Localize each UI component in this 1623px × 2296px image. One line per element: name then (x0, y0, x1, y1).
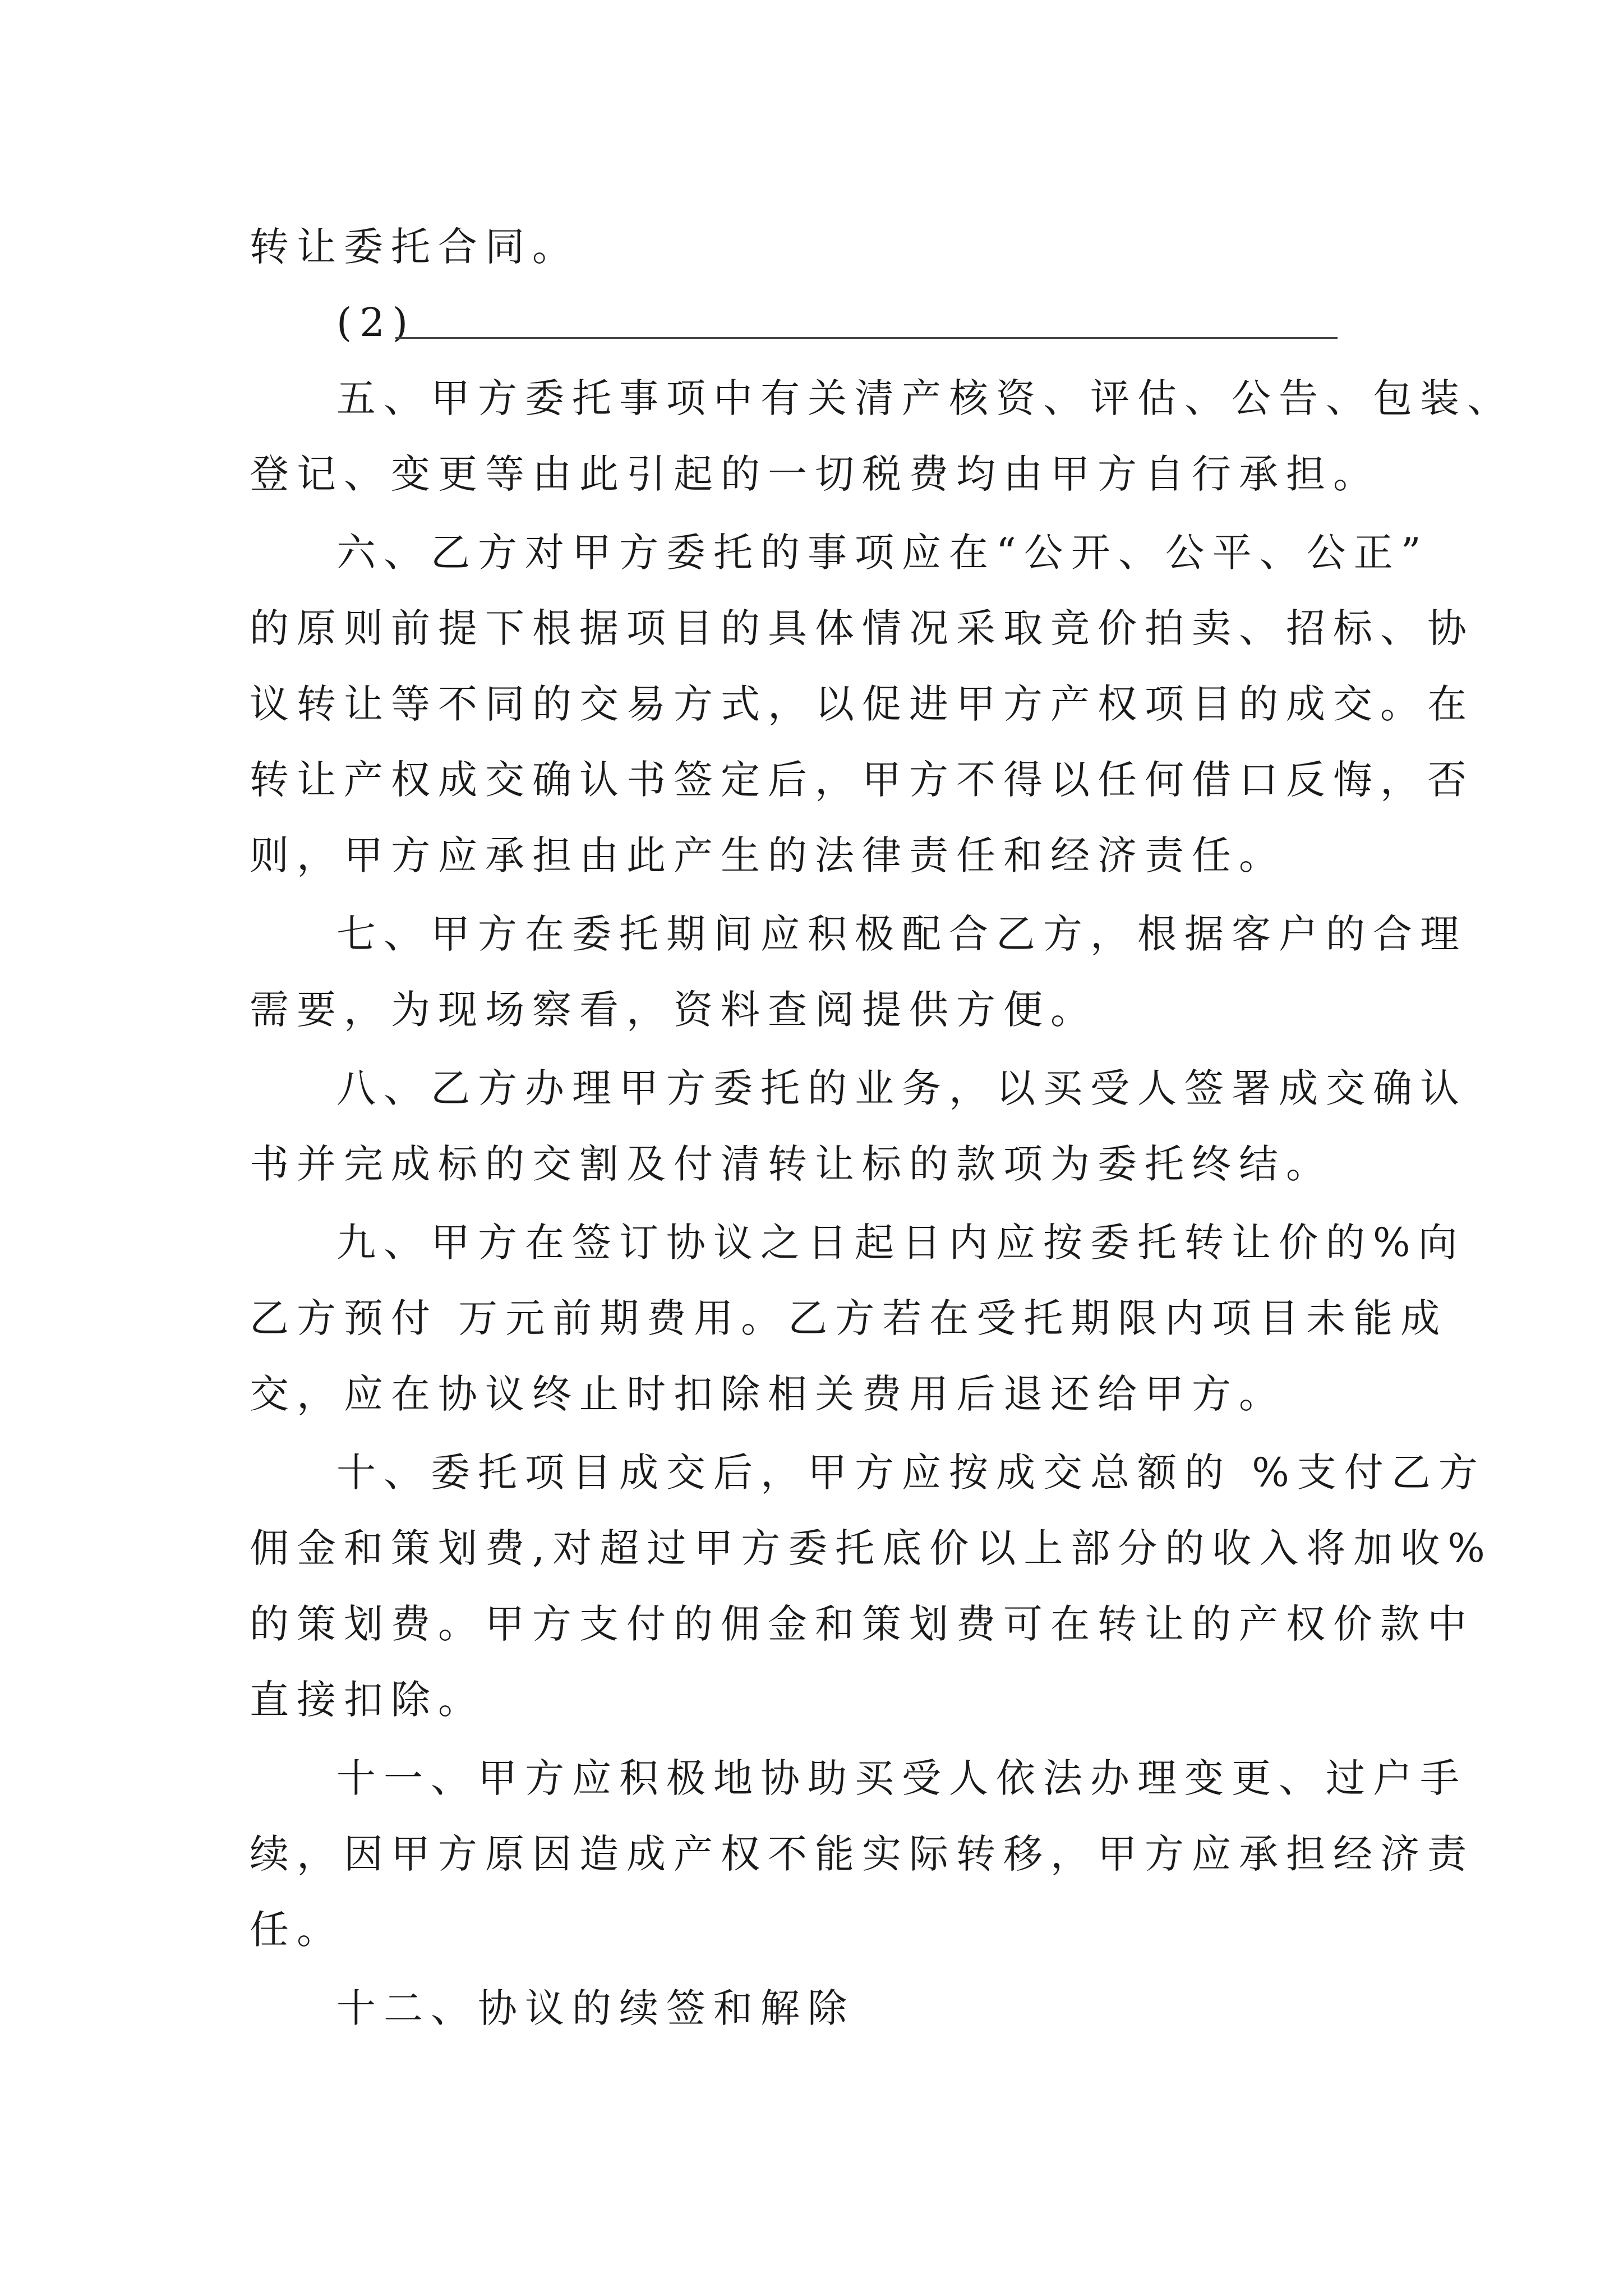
clause-6-line-5: 则，甲方应承担由此产生的法律责任和经济责任。 (250, 832, 1286, 878)
clause-7-line-1: 七、甲方在委托期间应积极配合乙方，根据客户的合理 (336, 911, 1467, 957)
clause-8-line-2: 书并完成标的交割及付清转让标的款项为委托终结。 (250, 1141, 1333, 1187)
clause-9-line-3: 交，应在协议终止时扣除相关费用后退还给甲方。 (250, 1371, 1286, 1417)
clause-10-line-1: 十、委托项目成交后，甲方应按成交总额的 %支付乙方 (336, 1450, 1486, 1496)
clause-9-line-1: 九、甲方在签订协议之日起日内应按委托转让价的%向 (336, 1220, 1465, 1266)
clause-10-line-3: 的策划费。甲方支付的佣金和策划费可在转让的产权价款中 (250, 1601, 1474, 1647)
clause-11-line-3: 任。 (250, 1907, 344, 1953)
blank-underline (395, 337, 1338, 339)
clause-11-line-1: 十一、甲方应积极地协助买受人依法办理变更、过户手 (336, 1755, 1467, 1801)
clause-9-line-2: 乙方预付 万元前期费用。乙方若在受托期限内项目未能成 (250, 1295, 1448, 1341)
clause-11-line-2: 续，因甲方原因造成产权不能实际转移，甲方应承担经济责 (250, 1831, 1474, 1877)
clause-6-line-4: 转让产权成交确认书签定后，甲方不得以任何借口反悔，否 (250, 757, 1474, 803)
clause-10-line-2: 佣金和策划费,对超过甲方委托底价以上部分的收入将加收% (250, 1525, 1493, 1571)
clause-10-line-4: 直接扣除。 (250, 1677, 485, 1723)
clause-5-line-2: 登记、变更等由此引起的一切税费均由甲方自行承担。 (250, 451, 1380, 497)
clause-12-heading: 十二、协议的续签和解除 (336, 1985, 855, 2031)
clause-6-line-1: 六、乙方对甲方委托的事项应在“公开、公平、公正” (336, 530, 1429, 576)
clause-6-line-3: 议转让等不同的交易方式，以促进甲方产权项目的成交。在 (250, 681, 1474, 727)
clause-5-line-1: 五、甲方委托事项中有关清产核资、评估、公告、包装、 (336, 375, 1514, 421)
paragraph-4-continuation: 转让委托合同。 (250, 224, 579, 270)
clause-7-line-2: 需要，为现场察看，资料查阅提供方便。 (250, 987, 1098, 1033)
clause-8-line-1: 八、乙方办理甲方委托的业务，以买受人签署成交确认 (336, 1065, 1467, 1111)
clause-6-line-2: 的原则前提下根据项目的具体情况采取竞价拍卖、招标、协 (250, 605, 1474, 651)
clause-4-item-2-label: (2) (336, 300, 416, 346)
